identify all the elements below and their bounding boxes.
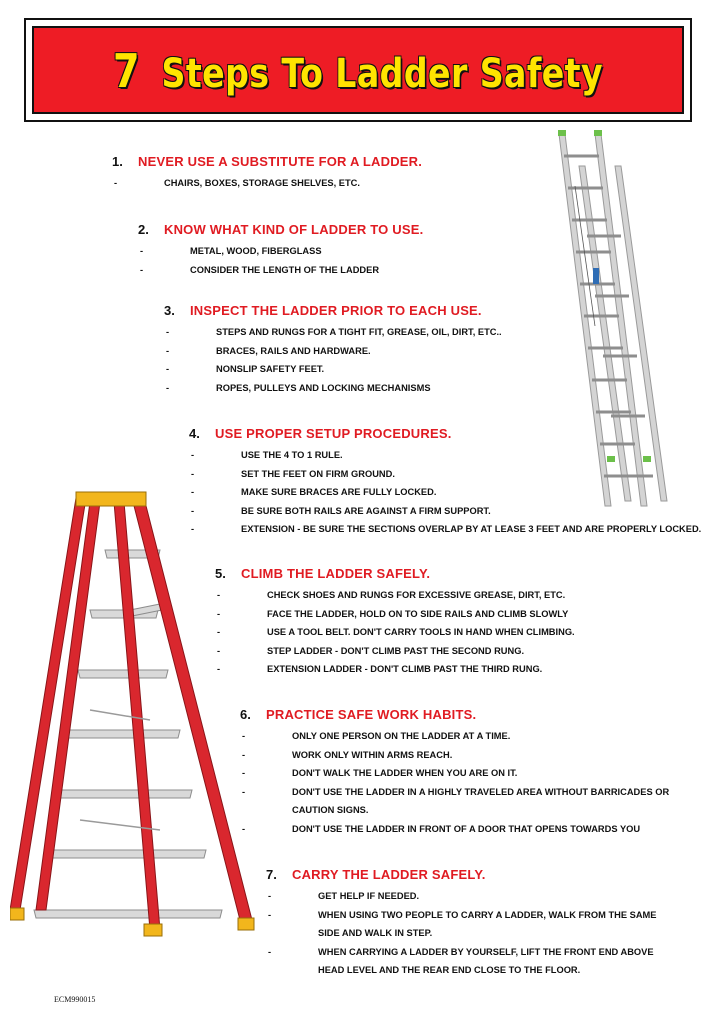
title-number: 7 — [112, 44, 140, 98]
bullet-dash: - — [191, 487, 195, 497]
bullet-dash: - — [217, 608, 221, 619]
bullet-text: MAKE SURE BRACES ARE FULLY LOCKED. — [241, 487, 437, 497]
bullet-text: STEPS AND RUNGS FOR A TIGHT FIT, GREASE, OIL, DIRT, ETC.. — [216, 327, 502, 337]
step-bullet — [164, 360, 502, 379]
step-6 — [240, 707, 669, 838]
bullet-text: HEAD LEVEL AND THE REAR END CLOSE TO THE FLOOR. — [318, 965, 581, 975]
bullet-text: WHEN CARRYING A LADDER BY YOURSELF, LIFT THE FRONT END ABOVE — [318, 946, 654, 957]
step-bullet-list — [240, 727, 669, 838]
step-bullet — [189, 520, 701, 539]
step-bullet — [266, 924, 656, 943]
bullet-text: GET HELP IF NEEDED. — [318, 891, 420, 901]
title-text: Steps To Ladder Safety — [161, 51, 604, 97]
step-heading — [189, 426, 701, 446]
bullet-text: WHEN USING TWO PEOPLE TO CARRY A LADDER, WALK FROM THE SAME — [318, 909, 657, 920]
bullet-text: EXTENSION LADDER - DON'T CLIMB PAST THE THIRD RUNG. — [267, 664, 543, 674]
step-bullet — [266, 961, 656, 980]
step-5 — [215, 566, 575, 679]
step-number: 4. — [189, 426, 200, 441]
bullet-text: USE A TOOL BELT. DON'T CARRY TOOLS IN HAND WHEN CLIMBING. — [267, 627, 575, 637]
bullet-text: DON'T WALK THE LADDER WHEN YOU ARE ON IT. — [292, 768, 518, 778]
step-title: PRACTICE SAFE WORK HABITS. — [266, 707, 477, 722]
step-bullet — [189, 483, 701, 502]
step-number: 6. — [240, 707, 251, 722]
step-number: 2. — [138, 222, 149, 237]
step-bullet — [164, 379, 502, 398]
step-title: NEVER USE A SUBSTITUTE FOR A LADDER. — [138, 154, 423, 169]
bullet-text: STEP LADDER - DON'T CLIMB PAST THE SECOND RUNG. — [267, 645, 525, 656]
step-ladder-illustration — [10, 490, 270, 975]
page-title — [89, 44, 627, 98]
step-title: CARRY THE LADDER SAFELY. — [292, 867, 486, 882]
bullet-dash: - — [217, 664, 221, 674]
bullet-dash: - — [191, 468, 195, 479]
bullet-text: ROPES, PULLEYS AND LOCKING MECHANISMS — [216, 382, 431, 393]
step-bullet — [189, 465, 701, 484]
step-3 — [164, 303, 502, 397]
step-bullet — [189, 502, 701, 521]
banner-frame — [24, 18, 692, 122]
step-1 — [112, 154, 423, 193]
step-bullet-list — [189, 446, 701, 539]
bullet-dash: - — [166, 327, 170, 337]
bullet-dash: - — [242, 731, 246, 741]
step-bullet — [240, 801, 669, 820]
bullet-text: FACE THE LADDER, HOLD ON TO SIDE RAILS AND CLIMB SLOWLY — [267, 608, 569, 619]
step-title: INSPECT THE LADDER PRIOR TO EACH USE. — [190, 303, 482, 318]
step-heading — [138, 222, 424, 242]
bullet-dash: - — [191, 450, 195, 460]
step-bullet — [266, 943, 656, 962]
bullet-text: CHECK SHOES AND RUNGS FOR EXCESSIVE GREASE, DIRT, ETC. — [267, 590, 566, 600]
bullet-dash: - — [268, 909, 272, 920]
step-heading — [266, 867, 656, 887]
bullet-dash: - — [114, 178, 118, 188]
bullet-text: CHAIRS, BOXES, STORAGE SHELVES, ETC. — [164, 178, 360, 188]
step-title: CLIMB THE LADDER SAFELY. — [241, 566, 431, 581]
step-bullet-list — [112, 174, 360, 193]
bullet-dash: - — [268, 891, 272, 901]
step-bullet — [240, 746, 669, 765]
bullet-text: CAUTION SIGNS. — [292, 805, 369, 815]
step-bullet — [138, 261, 379, 280]
bullet-text: DON'T USE THE LADDER IN A HIGHLY TRAVELED AREA WITHOUT BARRICADES OR — [292, 786, 670, 797]
step-number: 7. — [266, 867, 277, 882]
title-banner — [32, 26, 684, 114]
bullet-dash: - — [191, 524, 195, 534]
step-title: KNOW WHAT KIND OF LADDER TO USE. — [164, 222, 424, 237]
bullet-text: DON'T USE THE LADDER IN FRONT OF A DOOR THAT OPENS TOWARDS YOU — [292, 823, 641, 834]
step-bullet — [266, 887, 656, 906]
bullet-dash: - — [191, 505, 195, 516]
bullet-dash: - — [268, 946, 272, 957]
step-bullet-list — [138, 242, 379, 279]
bullet-dash: - — [242, 786, 246, 797]
step-number: 1. — [112, 154, 123, 169]
step-bullet — [189, 446, 701, 465]
bullet-dash: - — [166, 382, 170, 393]
bullet-dash: - — [166, 345, 170, 356]
step-bullet — [164, 323, 502, 342]
step-bullet — [240, 764, 669, 783]
bullet-text: SET THE FEET ON FIRM GROUND. — [241, 468, 395, 479]
bullet-dash: - — [217, 590, 221, 600]
step-bullet-list — [164, 323, 502, 397]
step-bullet-list — [266, 887, 656, 980]
step-bullet — [215, 660, 575, 679]
step-bullet-list — [215, 586, 575, 679]
step-bullet — [266, 906, 656, 925]
bullet-text: SIDE AND WALK IN STEP. — [318, 928, 433, 938]
step-title: USE PROPER SETUP PROCEDURES. — [215, 426, 452, 441]
bullet-text: ONLY ONE PERSON ON THE LADDER AT A TIME. — [292, 731, 511, 741]
step-heading — [215, 566, 575, 586]
bullet-text: NONSLIP SAFETY FEET. — [216, 364, 325, 374]
bullet-text: BRACES, RAILS AND HARDWARE. — [216, 345, 371, 356]
bullet-dash: - — [242, 823, 246, 834]
step-bullet — [240, 727, 669, 746]
step-4 — [189, 426, 701, 539]
step-bullet — [240, 820, 669, 839]
step-bullet — [240, 783, 669, 802]
bullet-dash: - — [140, 246, 144, 256]
step-number: 5. — [215, 566, 226, 581]
step-heading — [240, 707, 669, 727]
bullet-dash: - — [242, 768, 246, 778]
bullet-text: METAL, WOOD, FIBERGLASS — [190, 246, 322, 256]
bullet-text: WORK ONLY WITHIN ARMS REACH. — [292, 749, 453, 760]
step-heading — [164, 303, 502, 323]
document-code: ECM990015 — [54, 995, 96, 1004]
step-bullet — [215, 623, 575, 642]
step-2 — [138, 222, 424, 279]
step-bullet — [112, 174, 360, 193]
step-bullet — [215, 642, 575, 661]
bullet-dash: - — [140, 264, 144, 275]
step-bullet — [138, 242, 379, 261]
bullet-dash: - — [166, 364, 170, 374]
step-bullet — [164, 342, 502, 361]
bullet-text: CONSIDER THE LENGTH OF THE LADDER — [190, 264, 380, 275]
step-heading — [112, 154, 423, 174]
bullet-dash: - — [242, 749, 246, 760]
bullet-text: USE THE 4 TO 1 RULE. — [241, 450, 343, 460]
bullet-dash: - — [217, 645, 221, 656]
bullet-text: EXTENSION - BE SURE THE SECTIONS OVERLAP BY AT LEASE 3 FEET AND ARE PROPERLY LOCKED. — [241, 524, 702, 534]
step-bullet — [215, 605, 575, 624]
bullet-text: BE SURE BOTH RAILS ARE AGAINST A FIRM SUPPORT. — [241, 505, 491, 516]
step-7 — [266, 867, 656, 980]
step-bullet — [215, 586, 575, 605]
bullet-dash: - — [217, 627, 221, 637]
step-number: 3. — [164, 303, 175, 318]
